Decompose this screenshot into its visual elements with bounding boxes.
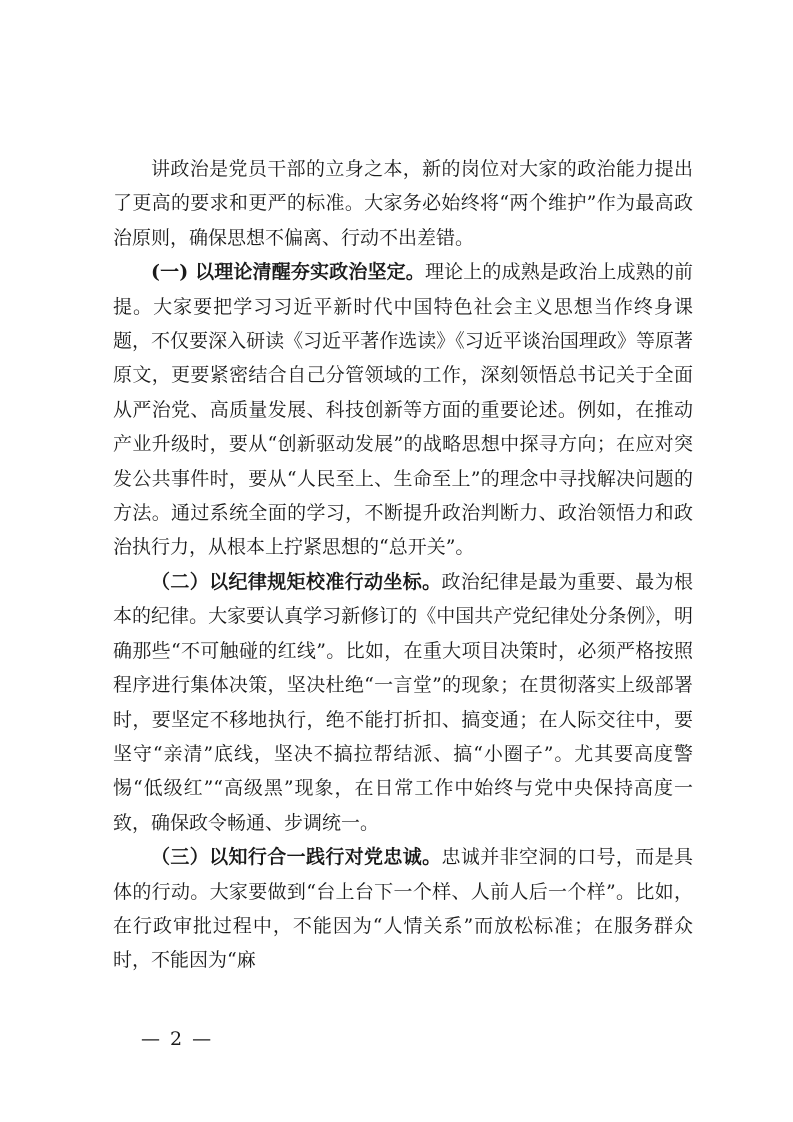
section-heading: （三）以知行合一践行对党忠诚。 — [151, 846, 442, 869]
paragraph-text: 讲政治是党员干部的立身之本，新的岗位对大家的政治能力提出了更高的要求和更严的标准。大家务必始终将“两个维护”作为最高政治原则，确保思想不偏离、行动不出差错。 — [113, 158, 693, 249]
paragraph-section-1 — [113, 255, 693, 565]
section-heading: （二）以纪律规矩校准行动坐标。 — [151, 570, 442, 593]
paragraph-section-2 — [113, 565, 693, 840]
body-text — [113, 152, 693, 978]
paragraph-intro — [113, 152, 693, 255]
paragraph-text: 理论上的成熟是政治上成熟的前提。大家要把学习习近平新时代中国特色社会主义思想当作终身课题，不仅要深入研读《习近平著作选读》《习近平谈治国理政》等原著原文，更要紧密结合自己分管领域的工作，深刻领悟总书记关于全面从严治党、高质量发展、科技创新等方面的重要论述。例如，在推动产业升级时，要从“创新驱动发展”的战略思想中探寻方向；在应对突发公共事件时，要从“人民至上、生命至上”的理念中寻找解决问题的方法。通过系统全面的学习，不断提升政治判断力、政治领悟力和政治执行力，从根本上拧紧思想的“总开关”。 — [113, 261, 693, 559]
paragraph-text: 政治纪律是最为重要、最为根本的纪律。大家要认真学习新修订的《中国共产党纪律处分条例》，明确那些“不可触碰的红线”。比如，在重大项目决策时，必须严格按照程序进行集体决策，坚决杜绝“一言堂”的现象；在贯彻落实上级部署时，要坚定不移地执行，绝不能打折扣、搞变通；在人际交往中，要坚守“亲清”底线，坚决不搞拉帮结派、搞“小圈子”。尤其要高度警惕“低级红”“高级黑”现象，在日常工作中始终与党中央保持高度一致，确保政令畅通、步调统一。 — [113, 570, 693, 834]
page-number: — 2 — — [141, 1028, 214, 1050]
section-heading: (一) 以理论清醒夯实政治坚定。 — [151, 261, 425, 284]
paragraph-section-3 — [113, 840, 693, 978]
paragraph-text: 忠诚并非空洞的口号，而是具体的行动。大家要做到“台上台下一个样、人前人后一个样”。比如，在行政审批过程中，不能因为“人情关系”而放松标准；在服务群众时，不能因为“麻 — [113, 846, 693, 972]
